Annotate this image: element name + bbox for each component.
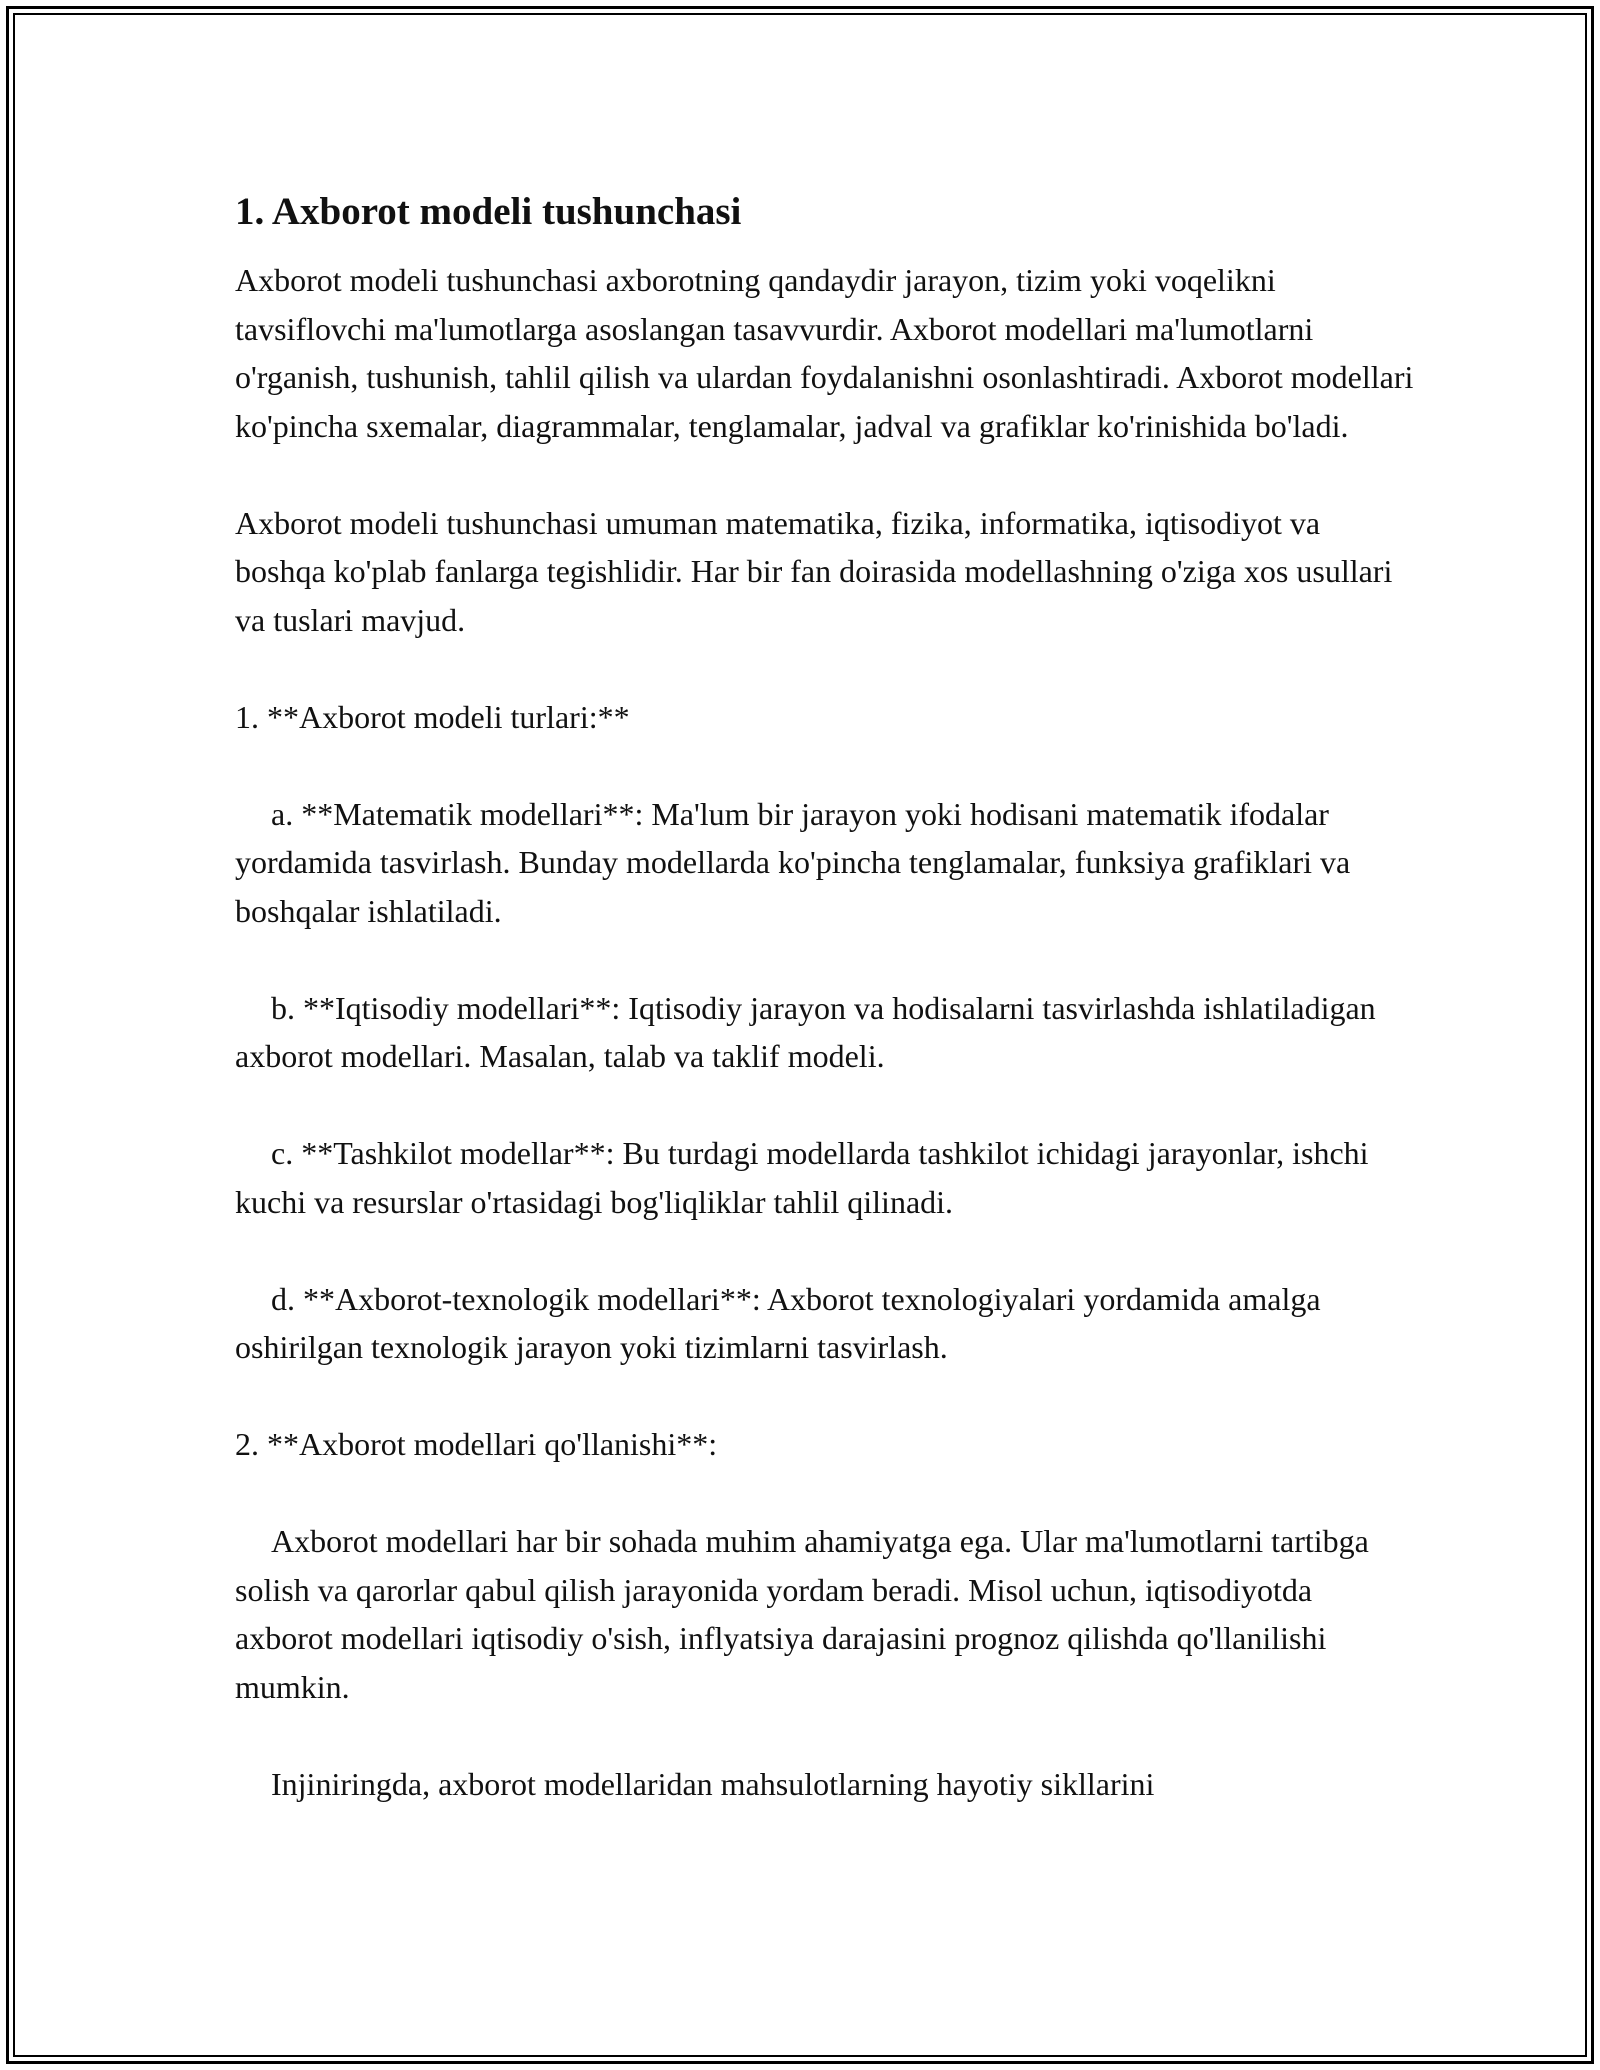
paragraph-usage: Axborot modellari har bir sohada muhim ahamiyatga ega. Ular ma'lumotlarni tartibga solish va qarorlar qabul qilish jarayonida yordam beradi. Misol uchun, iqtisodiyotda axborot modellari iqtisodiy o'sish, inflyatsiya darajasini prognoz qilishda qo'llanilishi mumkin. (235, 1523, 1377, 1705)
paragraph-definition: Axborot modeli tushunchasi axborotning qandaydir jarayon, tizim yoki voqelikni tavsiflovchi ma'lumotlarga asoslangan tasavvurdir. Axborot modellari ma'lumotlarni o'rganish, tushunish, tahlil qilish va ulardan foydalanishni osonlashtiradi. Axborot modellari ko'pincha sxemalar, diagrammalar, tenglamalar, jadval va grafiklar ko'rinishida bo'ladi. (235, 262, 1422, 444)
paragraph-gap (235, 644, 1415, 693)
section-heading: 1. Axborot modeli tushunchasi (235, 190, 742, 233)
paragraph-gap (235, 741, 1415, 790)
list-item-organization: c. **Tashkilot modellar**: Bu turdagi modellarda tashkilot ichidagi jarayonlar, ishchi kuchi va resurslar o'rtasidagi bog'liqliklar tahlil qilinadi. (235, 1135, 1377, 1220)
paragraph-gap (235, 935, 1415, 984)
paragraph-gap (235, 1372, 1415, 1421)
paragraph-disciplines: Axborot modeli tushunchasi umuman matematika, fizika, informatika, iqtisodiyot va boshqa ko'plab fanlarga tegishlidir. Har bir fan doirasida modellashning o'ziga xos usullari va tuslari mavjud. (235, 504, 1401, 638)
paragraph-gap (235, 450, 1415, 499)
paragraph-gap (235, 1226, 1415, 1275)
paragraph-gap (235, 1081, 1415, 1130)
list-heading-model-usage: 2. **Axborot modellari qo'llanishi**: (235, 1426, 718, 1462)
list-item-information-technology: d. **Axborot-texnologik modellari**: Axborot texnologiyalari yordamida amalga oshirilgan texnologik jarayon yoki tizimlarni tasvirlash. (235, 1280, 1329, 1365)
list-item-economic: b. **Iqtisodiy modellari**: Iqtisodiy jarayon va hodisalarni tasvirlashda ishlatiladigan axborot modellari. Masalan, talab va taklif modeli. (235, 989, 1384, 1074)
document-body (235, 186, 1422, 1808)
list-heading-model-types: 1. **Axborot modeli turlari:** (235, 698, 630, 735)
paragraph-gap (235, 1469, 1415, 1518)
paragraph-gap (235, 1711, 1415, 1760)
paragraph-engineering: Injiniringda, axborot modellaridan mahsulotlarning hayotiy sikllarini (271, 1765, 1155, 1802)
list-item-mathematical: a. **Matematik modellari**: Ma'lum bir jarayon yoki hodisani matematik ifodalar yordamida tasvirlash. Bunday modellarda ko'pincha tenglamalar, funksiya grafiklari va boshqalar ishlatiladi. (235, 795, 1359, 929)
